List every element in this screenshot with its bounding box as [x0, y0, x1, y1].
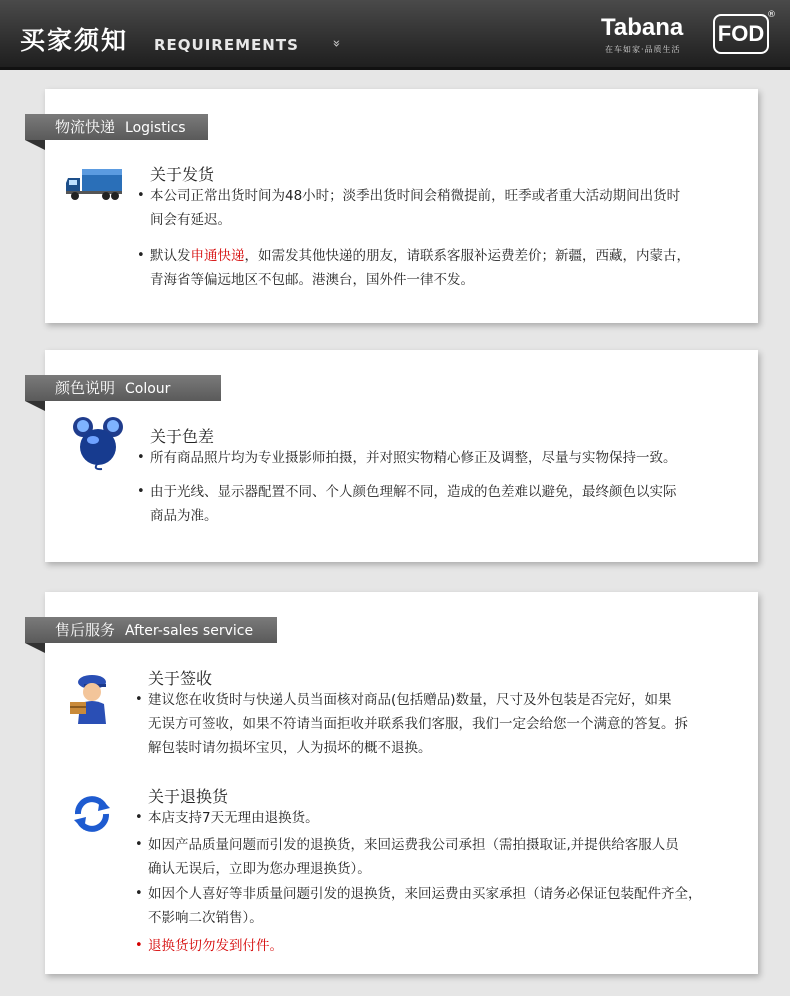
- return-bullet-2: [135, 833, 679, 881]
- return-bullet-1: [135, 806, 319, 830]
- bullet-dot-icon: •: [137, 248, 145, 263]
- courier-icon: [68, 672, 116, 730]
- return-b3-line2: 不影响二次销售）。: [148, 910, 263, 926]
- logistics-tab: [25, 114, 208, 140]
- brand-mark: FOD: [713, 14, 769, 54]
- refresh-icon: [70, 792, 114, 840]
- mouse-icon: [72, 415, 124, 475]
- bullet-dot-icon: •: [135, 938, 143, 953]
- colour-tab: [25, 375, 221, 401]
- return-bullet-4: [135, 934, 283, 958]
- header-title-en: REQUIREMENTS: [154, 36, 299, 54]
- return-b2-line1: 如因产品质量问题而引发的退换货，来回运费我公司承担（需拍摄取证,并提供给客服人员: [148, 837, 679, 853]
- bullet-dot-icon: •: [135, 886, 143, 901]
- signing-line1: 建议您在收货时与快递人员当面核对商品(包括赠品)数量，尺寸及外包装是否完好，如果: [148, 692, 672, 708]
- logistics-bullet-2: [137, 244, 690, 292]
- signing-bullet: [135, 688, 688, 760]
- return-section-title: 关于退换货: [148, 787, 229, 806]
- colour-tab-en: Colour: [125, 381, 171, 397]
- brand-logo: [601, 12, 776, 56]
- logistics-section-title: 关于发货: [150, 165, 215, 184]
- logistics-b1-line1: 本公司正常出货时间为48小时；淡季出货时间会稍微提前，旺季或者重大活动期间出货时: [150, 188, 681, 204]
- bullet-dot-icon: •: [137, 450, 145, 465]
- return-b2-line2: 确认无误后，立即为您办理退换货）。: [148, 861, 371, 877]
- logistics-tab-cn: 物流快递: [55, 118, 116, 136]
- logistics-tab-en: Logistics: [125, 120, 186, 136]
- logistics-bullet-1: [137, 184, 681, 232]
- header-title-cn: 买家须知: [20, 26, 129, 55]
- brand-slogan: 在车如家·品质生活: [605, 45, 681, 54]
- colour-b2-line1: 由于光线、显示器配置不同、个人颜色理解不同，造成的色差难以避免，最终颜色以实际: [150, 484, 677, 500]
- logistics-b2-line2: 青海省等偏远地区不包邮。港澳台，国外件一律不发。: [150, 272, 474, 288]
- courier-highlight: 申通快递: [190, 248, 245, 264]
- logistics-b2-post: ，如需发其他快递的朋友，请联系客服补运费差价；新疆，西藏，内蒙古，: [244, 248, 690, 264]
- signing-section-title: 关于签收: [148, 669, 213, 688]
- aftersales-tab-cn: 售后服务: [55, 621, 116, 639]
- page-header: [0, 0, 790, 70]
- logistics-b1-line2: 间会有延迟。: [150, 212, 231, 228]
- registered-mark: ®: [767, 10, 776, 20]
- return-bullet-3: [135, 882, 702, 930]
- bullet-dot-icon: •: [135, 692, 143, 707]
- return-b4-line1: 退换货切勿发到付件。: [148, 938, 283, 954]
- bullet-dot-icon: •: [135, 810, 143, 825]
- truck-icon: [66, 166, 124, 206]
- aftersales-tab: [25, 617, 277, 643]
- logistics-b2-pre: 默认发: [150, 248, 191, 264]
- chevron-down-icon: »: [328, 39, 344, 48]
- return-b1-line1: 本店支持7天无理由退换货。: [148, 810, 319, 826]
- signing-line2: 无误方可签收，如果不符请当面拒收并联系我们客服，我们一定会给您一个满意的答复。拆: [148, 716, 688, 732]
- aftersales-tab-en: After-sales service: [125, 623, 254, 639]
- colour-bullet-1: [137, 446, 677, 470]
- signing-line3: 解包装时请勿损坏宝贝，人为损坏的概不退换。: [148, 740, 432, 756]
- bullet-dot-icon: •: [135, 837, 143, 852]
- colour-section-title: 关于色差: [150, 427, 215, 446]
- colour-b2-line2: 商品为准。: [150, 508, 218, 524]
- colour-bullet-2: [137, 480, 677, 528]
- colour-b1-line1: 所有商品照片均为专业摄影师拍摄，并对照实物精心修正及调整，尽量与实物保持一致。: [150, 450, 677, 466]
- bullet-dot-icon: •: [137, 484, 145, 499]
- return-b3-line1: 如因个人喜好等非质量问题引发的退换货，来回运费由买家承担（请务必保证包装配件齐全，: [148, 886, 702, 902]
- colour-tab-cn: 颜色说明: [55, 379, 116, 397]
- bullet-dot-icon: •: [137, 188, 145, 203]
- brand-name: Tabana: [601, 14, 684, 41]
